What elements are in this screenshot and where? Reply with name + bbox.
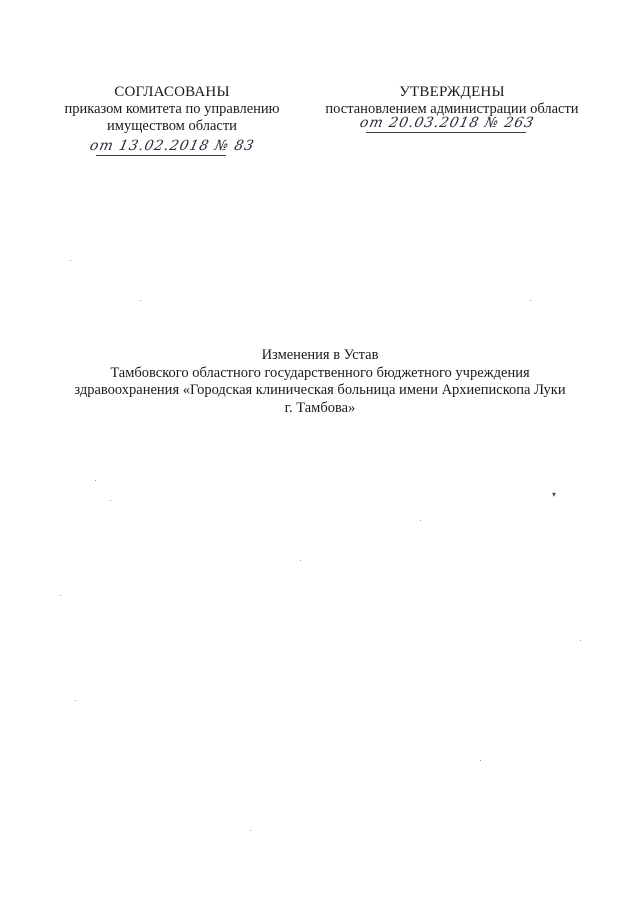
scan-speck bbox=[250, 830, 251, 831]
scan-speck bbox=[480, 760, 481, 761]
scan-speck bbox=[70, 260, 71, 261]
scan-speck bbox=[530, 300, 531, 301]
scan-speck bbox=[110, 500, 111, 501]
approved-handwritten-underline bbox=[366, 132, 526, 133]
title-line-2: Тамбовского областного государственного бюджетного учреждения bbox=[110, 364, 530, 381]
scan-speck bbox=[420, 520, 421, 521]
approved-handwritten-date-number: от 20.03.2018 № 263 bbox=[358, 115, 536, 131]
agreed-handwritten-underline bbox=[96, 155, 226, 156]
agreed-block bbox=[48, 84, 296, 135]
agreed-line-1: приказом комитета по управлению bbox=[64, 101, 280, 117]
scan-speck bbox=[300, 560, 301, 561]
scan-speck bbox=[140, 300, 141, 301]
approved-block bbox=[312, 84, 592, 118]
title-line-4: г. Тамбова» bbox=[284, 399, 356, 416]
scan-speck bbox=[75, 700, 76, 701]
agreed-line-2: имуществом области bbox=[107, 118, 237, 134]
document-title bbox=[40, 347, 600, 417]
scan-speck bbox=[580, 640, 581, 641]
scan-mark: ▾ bbox=[552, 490, 557, 499]
agreed-heading: СОГЛАСОВАНЫ bbox=[114, 84, 230, 100]
approved-line-1: постановлением администрации области bbox=[325, 101, 579, 117]
approved-heading: УТВЕРЖДЕНЫ bbox=[399, 84, 505, 100]
scan-speck bbox=[60, 595, 61, 596]
scan-speck bbox=[95, 480, 96, 481]
title-line-3: здравоохранения «Городская клиническая больница имени Архиепископа Луки bbox=[74, 382, 566, 398]
agreed-handwritten-date-number: от 13.02.2018 № 83 bbox=[88, 138, 256, 154]
title-line-1: Изменения в Устав bbox=[261, 347, 379, 363]
